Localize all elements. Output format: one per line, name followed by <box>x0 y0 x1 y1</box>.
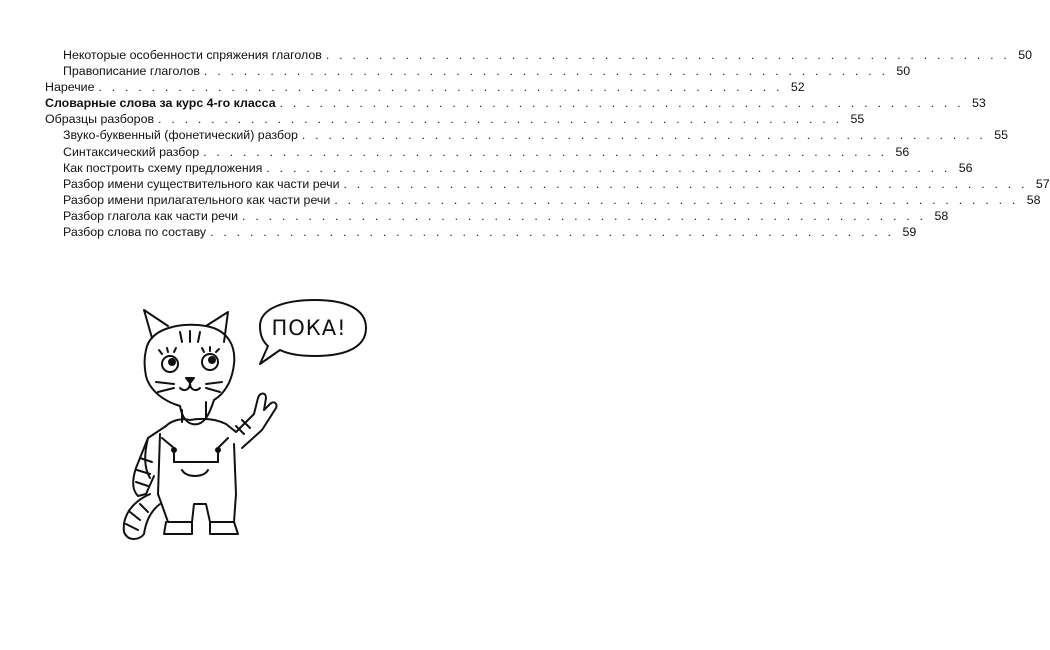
toc-entry-title: Звуко-буквенный (фонетический) разбор <box>63 128 298 143</box>
speech-bubble-text: ПОКА! <box>271 316 347 340</box>
toc-entry <box>45 176 1050 192</box>
toc-entry <box>45 224 917 240</box>
toc-entry <box>45 95 986 111</box>
toc-entry-title: Разбор имени существительного как части речи <box>63 176 340 191</box>
toc-entry-title: Некоторые особенности спряжения глаголов <box>63 48 322 62</box>
toc-leader-dots: . . . . . . . . . . . . . . . . . . . . . . . . . . . . . . . . . . . . . . . . . . . . . . . . . . . . <box>325 48 1011 62</box>
toc-entry <box>45 192 1041 208</box>
table-of-contents <box>45 47 1050 240</box>
toc-entry-page: 53 <box>972 96 986 111</box>
toc-entry-page: 50 <box>896 64 911 79</box>
toc-entry-page: 59 <box>902 225 917 240</box>
toc-entry-title: Разбор глагола как части речи <box>63 208 239 223</box>
toc-entry-page: 56 <box>895 144 910 159</box>
toc-entry-page: 58 <box>1026 192 1041 207</box>
toc-leader-dots: . . . . . . . . . . . . . . . . . . . . . . . . . . . . . . . . . . . . . . . . . . . . . . . . . . . . <box>266 160 951 175</box>
toc-entry-page: 56 <box>958 160 973 175</box>
toc-entry-title: Образцы разборов <box>45 112 155 127</box>
toc-entry-title: Наречие <box>45 80 95 95</box>
toc-entry-title: Разбор имени прилагательного как части речи <box>63 192 331 207</box>
toc-entry <box>45 79 805 95</box>
toc-leader-dots: . . . . . . . . . . . . . . . . . . . . . . . . . . . . . . . . . . . . . . . . . . . . . . . . . . . . <box>210 225 895 240</box>
toc-entry <box>45 208 949 224</box>
toc-entry-page: 57 <box>1035 176 1050 191</box>
toc-leader-dots: . . . . . . . . . . . . . . . . . . . . . . . . . . . . . . . . . . . . . . . . . . . . . . . . . . . . <box>301 128 987 143</box>
toc-entry <box>45 160 973 176</box>
toc-leader-dots: . . . . . . . . . . . . . . . . . . . . . . . . . . . . . . . . . . . . . . . . . . . . . . . . . . . . <box>203 144 888 159</box>
toc-entry-page: 52 <box>790 80 805 95</box>
toc-entry <box>45 127 1009 143</box>
toc-leader-dots: . . . . . . . . . . . . . . . . . . . . . . . . . . . . . . . . . . . . . . . . . . . . . . . . . . . . <box>203 64 889 79</box>
toc-leader-dots: . . . . . . . . . . . . . . . . . . . . . . . . . . . . . . . . . . . . . . . . . . . . . . . . . . . . <box>343 176 1028 191</box>
toc-leader-dots: . . . . . . . . . . . . . . . . . . . . . . . . . . . . . . . . . . . . . . . . . . . . . . . . . . . . <box>242 208 927 223</box>
toc-leader-dots: . . . . . . . . . . . . . . . . . . . . . . . . . . . . . . . . . . . . . . . . . . . . . . . . . . . . <box>334 192 1019 207</box>
toc-entry <box>45 47 1033 63</box>
toc-entry-page: 58 <box>934 208 949 223</box>
toc-entry-page: 55 <box>994 128 1009 143</box>
toc-entry-title: Синтаксический разбор <box>63 144 200 159</box>
toc-entry-title: Разбор слова по составу <box>63 225 207 240</box>
toc-entry <box>45 111 865 127</box>
toc-entry-title: Словарные слова за курс 4-го класса <box>45 96 276 111</box>
toc-entry <box>45 144 910 160</box>
toc-entry <box>45 63 911 79</box>
toc-leader-dots: . . . . . . . . . . . . . . . . . . . . . . . . . . . . . . . . . . . . . . . . . . . . . . . . . . . . <box>158 112 843 127</box>
toc-entry-title: Правописание глаголов <box>63 64 200 79</box>
toc-leader-dots: . . . . . . . . . . . . . . . . . . . . . . . . . . . . . . . . . . . . . . . . . . . . . . . . . . . . <box>279 96 964 111</box>
toc-entry-page: 55 <box>850 112 865 127</box>
toc-entry-title: Как построить схему предложения <box>63 160 263 175</box>
toc-entry-page: 50 <box>1018 48 1033 62</box>
toc-leader-dots: . . . . . . . . . . . . . . . . . . . . . . . . . . . . . . . . . . . . . . . . . . . . . . . . . . . . <box>98 80 783 95</box>
